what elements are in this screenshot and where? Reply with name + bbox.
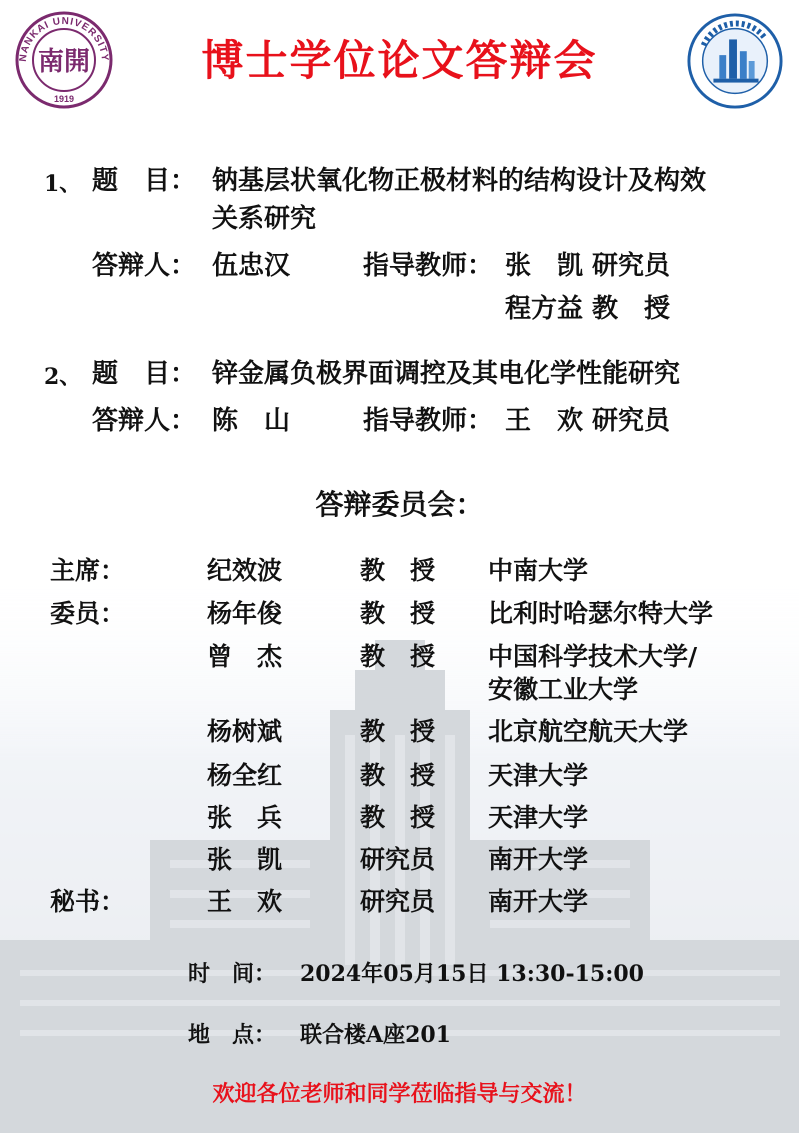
- thesis-2-advisor-label: 指导教师：: [363, 406, 494, 436]
- committee-org-line2: 安徽工业大学: [488, 675, 639, 704]
- place-label: 地 点：: [188, 1023, 277, 1048]
- committee-org: 南开大学: [488, 845, 589, 874]
- committee-org: 北京航空航天大学: [488, 717, 689, 746]
- committee-name: 杨树斌: [207, 717, 283, 746]
- svg-text:NANKAI UNIVERSITY: NANKAI UNIVERSITY: [17, 15, 111, 63]
- committee-role-chair: 主席：: [50, 556, 126, 585]
- thesis-2-topic-label: 题 目：: [92, 359, 197, 389]
- committee-org: 中国科学技术大学/: [488, 642, 698, 671]
- thesis-2-advisor-1: 王 欢 研究员: [505, 406, 671, 436]
- committee-title: 教 授: [360, 761, 436, 790]
- committee-name: 张 兵: [207, 803, 283, 832]
- committee-role-secretary: 秘书：: [50, 887, 126, 916]
- thesis-1-topic-line1: 钠基层状氧化物正极材料的结构设计及构效: [212, 166, 707, 196]
- committee-title: 教 授: [360, 556, 436, 585]
- svg-text:1919: 1919: [53, 94, 75, 104]
- committee-org: 天津大学: [488, 803, 589, 832]
- committee-name: 王 欢: [207, 887, 283, 916]
- thesis-2-defender-label: 答辩人：: [92, 406, 197, 436]
- thesis-1-topic-label: 题 目：: [92, 166, 197, 196]
- svg-text:南開: 南開: [37, 47, 91, 77]
- committee-name: 曾 杰: [207, 642, 283, 671]
- committee-name: 纪效波: [207, 556, 283, 585]
- invitation-footer: 欢迎各位老师和同学莅临指导与交流！: [212, 1082, 587, 1107]
- page-title: 博士学位论文答辩会: [201, 36, 598, 85]
- committee-title: 教 授: [360, 642, 436, 671]
- committee-heading: 答辩委员会：: [315, 488, 484, 521]
- committee-org: 天津大学: [488, 761, 589, 790]
- place-value: 联合楼A座201: [300, 1022, 451, 1048]
- committee-org: 中南大学: [488, 556, 589, 585]
- committee-title: 研究员: [360, 887, 436, 916]
- thesis-2-defender: 陈 山: [212, 406, 291, 436]
- committee-name: 杨年俊: [207, 599, 283, 628]
- thesis-1-advisor-label: 指导教师：: [363, 251, 494, 281]
- thesis-2-index: 2、: [44, 364, 82, 390]
- committee-title: 研究员: [360, 845, 436, 874]
- committee-name: 杨全红: [207, 761, 283, 790]
- committee-role-member: 委员：: [50, 599, 126, 628]
- thesis-2-topic-line1: 锌金属负极界面调控及其电化学性能研究: [212, 359, 681, 389]
- thesis-1-index: 1、: [44, 171, 82, 197]
- committee-title: 教 授: [360, 717, 436, 746]
- time-label: 时 间：: [188, 962, 277, 987]
- thesis-1-defender-label: 答辩人：: [92, 251, 197, 281]
- committee-title: 教 授: [360, 803, 436, 832]
- thesis-1-topic-line2: 关系研究: [212, 204, 317, 234]
- time-value: 2024年05月15日 13:30-15:00: [300, 961, 644, 987]
- thesis-1-advisor-1: 张 凯 研究员: [505, 251, 671, 281]
- committee-org: 比利时哈瑟尔特大学: [488, 599, 714, 628]
- thesis-1-defender: 伍忠汉: [212, 251, 291, 281]
- thesis-1-advisor-2: 程方益 教 授: [505, 294, 671, 324]
- committee-name: 张 凯: [207, 845, 283, 874]
- committee-org: 南开大学: [488, 887, 589, 916]
- committee-title: 教 授: [360, 599, 436, 628]
